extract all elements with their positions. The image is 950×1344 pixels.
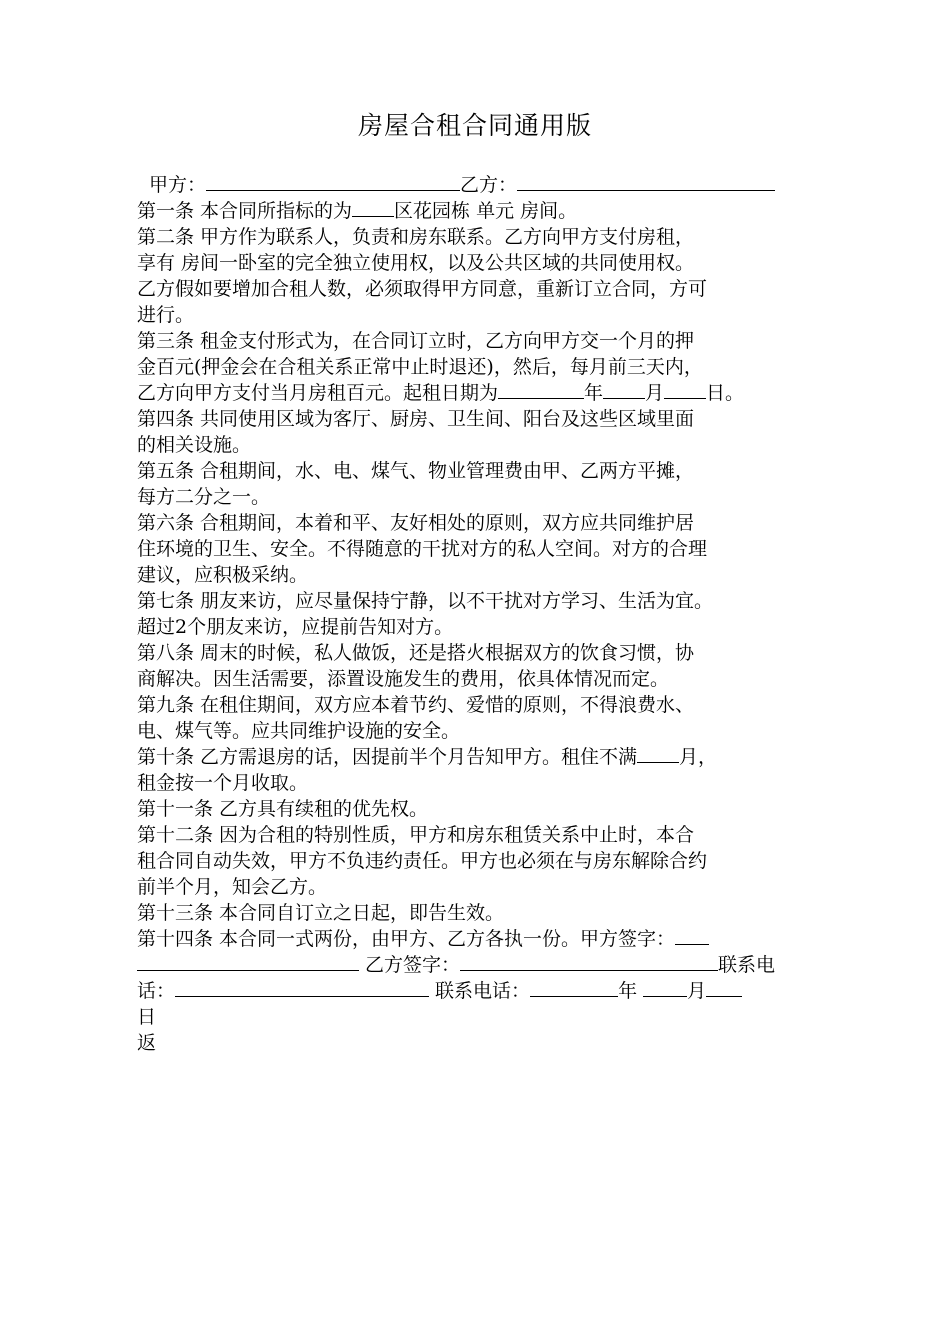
contract-line (137, 562, 823, 588)
contract-line (137, 1004, 823, 1030)
contract-line (137, 458, 823, 484)
document-title: 房屋合租合同通用版 (357, 111, 592, 140)
contract-line (137, 510, 823, 536)
line-text: 第七条 朋友来访，应尽量保持宁静，以不干扰对方学习、生活为宜。 (137, 590, 714, 612)
line-text: 商解决。因生活需要，添置设施发生的费用，依具体情况而定。 (137, 668, 670, 690)
contract-line (137, 536, 823, 562)
contract-line (137, 1030, 823, 1056)
contract-line (137, 276, 823, 302)
line-text: 乙方： (460, 174, 518, 196)
line-text: 月， (679, 746, 718, 768)
blank-fill-line (352, 198, 394, 217)
line-text: 联系电 (718, 954, 776, 976)
blank-fill-line (175, 978, 429, 997)
contract-line (137, 328, 823, 354)
line-text: 话： (137, 980, 176, 1002)
blank-fill-line (603, 380, 645, 399)
contract-line (137, 874, 823, 900)
contract-line (137, 354, 823, 380)
line-text: 乙方签字： (359, 954, 461, 976)
contract-line (137, 796, 823, 822)
contract-line (137, 900, 823, 926)
blank-fill-line (637, 744, 679, 763)
line-text: 第一条 本合同所指标的为 (137, 200, 353, 222)
contract-line (137, 744, 823, 770)
line-text: 年 (618, 980, 644, 1002)
contract-line (137, 198, 823, 224)
line-text: 第四条 共同使用区域为客厅、厨房、卫生间、阳台及这些区域里面 (137, 408, 695, 430)
line-text: 第九条 在租住期间，双方应本着节约、爱惜的原则，不得浪费水、 (137, 694, 695, 716)
line-text: 电、煤气等。应共同维护设施的安全。 (137, 720, 461, 742)
line-text: 第三条 租金支付形式为，在合同订立时，乙方向甲方交一个月的押 (137, 330, 695, 352)
line-text: 日。 (706, 382, 745, 404)
line-text: 住环境的卫生、安全。不得随意的干扰对方的私人空间。对方的合理 (137, 538, 708, 560)
line-text: 第十条 乙方需退房的话，因提前半个月告知甲方。租住不满 (137, 746, 638, 768)
line-text: 的相关设施。 (137, 434, 252, 456)
line-text: 前半个月，知会乙方。 (137, 876, 328, 898)
blank-fill-line (206, 172, 460, 191)
contract-line (137, 406, 823, 432)
line-text: 第十二条 因为合租的特别性质，甲方和房东租赁关系中止时，本合 (137, 824, 695, 846)
line-text: 建议，应积极采纳。 (137, 564, 309, 586)
line-text: 日 (137, 1006, 157, 1028)
line-text: 第二条 甲方作为联系人，负责和房东联系。乙方向甲方支付房租， (137, 226, 695, 248)
line-text: 第十一条 乙方具有续租的优先权。 (137, 798, 429, 820)
contract-line (137, 666, 823, 692)
line-text: 年 (584, 382, 604, 404)
line-text: 金百元(押金会在合租关系正常中止时退还)，然后，每月前三天内， (137, 356, 703, 378)
line-text: 每方二分之一。 (137, 486, 271, 508)
line-text: 月 (645, 382, 665, 404)
contract-line (137, 978, 823, 1004)
blank-fill-line (498, 380, 584, 399)
blank-fill-line (706, 978, 742, 997)
contract-line (137, 250, 823, 276)
blank-fill-line (675, 926, 709, 945)
line-text: 租金按一个月收取。 (137, 772, 309, 794)
line-text: 第十三条 本合同自订立之日起，即告生效。 (137, 902, 505, 924)
contract-line (137, 718, 823, 744)
contract-line (137, 692, 823, 718)
line-text: 租合同自动失效，甲方不负违约责任。甲方也必须在与房东解除合约 (137, 850, 708, 872)
line-text: 返 (137, 1032, 157, 1054)
line-text: 区花园栋 单元 房间。 (394, 200, 578, 222)
contract-line (137, 926, 823, 952)
contract-line (137, 848, 823, 874)
line-text: 第八条 周末的时候，私人做饭，还是搭火根据双方的饮食习惯，协 (137, 642, 695, 664)
line-text: 第十四条 本合同一式两份，由甲方、乙方各执一份。甲方签字： (137, 928, 676, 950)
line-text: 甲方： (149, 174, 207, 196)
contract-line (137, 172, 823, 198)
contract-line (137, 952, 823, 978)
contract-line (137, 380, 823, 406)
blank-fill-line (643, 978, 687, 997)
line-text: 联系电话： (429, 980, 531, 1002)
contract-body (137, 172, 823, 1056)
line-text: 进行。 (137, 304, 195, 326)
blank-fill-line (530, 978, 618, 997)
line-text: 乙方假如要增加合租人数，必须取得甲方同意，重新订立合同，方可 (137, 278, 708, 300)
contract-line (137, 484, 823, 510)
blank-fill-line (517, 172, 775, 191)
contract-line (137, 432, 823, 458)
line-text: 超过2个朋友来访，应提前告知对方。 (137, 616, 454, 638)
contract-line (137, 588, 823, 614)
contract-line (137, 770, 823, 796)
line-text: 月 (687, 980, 707, 1002)
blank-fill-line (664, 380, 706, 399)
line-text: 享有 房间一卧室的完全独立使用权，以及公共区域的共同使用权。 (137, 252, 695, 274)
line-text: 第六条 合租期间，本着和平、友好相处的原则，双方应共同维护居 (137, 512, 695, 534)
contract-line (137, 224, 823, 250)
line-text: 乙方向甲方支付当月房租百元。起租日期为 (137, 382, 499, 404)
contract-line (137, 640, 823, 666)
line-text: 第五条 合租期间，水、电、煤气、物业管理费由甲、乙两方平摊， (137, 460, 695, 482)
contract-line (137, 614, 823, 640)
contract-line (137, 302, 823, 328)
contract-line (137, 822, 823, 848)
blank-fill-line (137, 952, 359, 971)
blank-fill-line (460, 952, 718, 971)
